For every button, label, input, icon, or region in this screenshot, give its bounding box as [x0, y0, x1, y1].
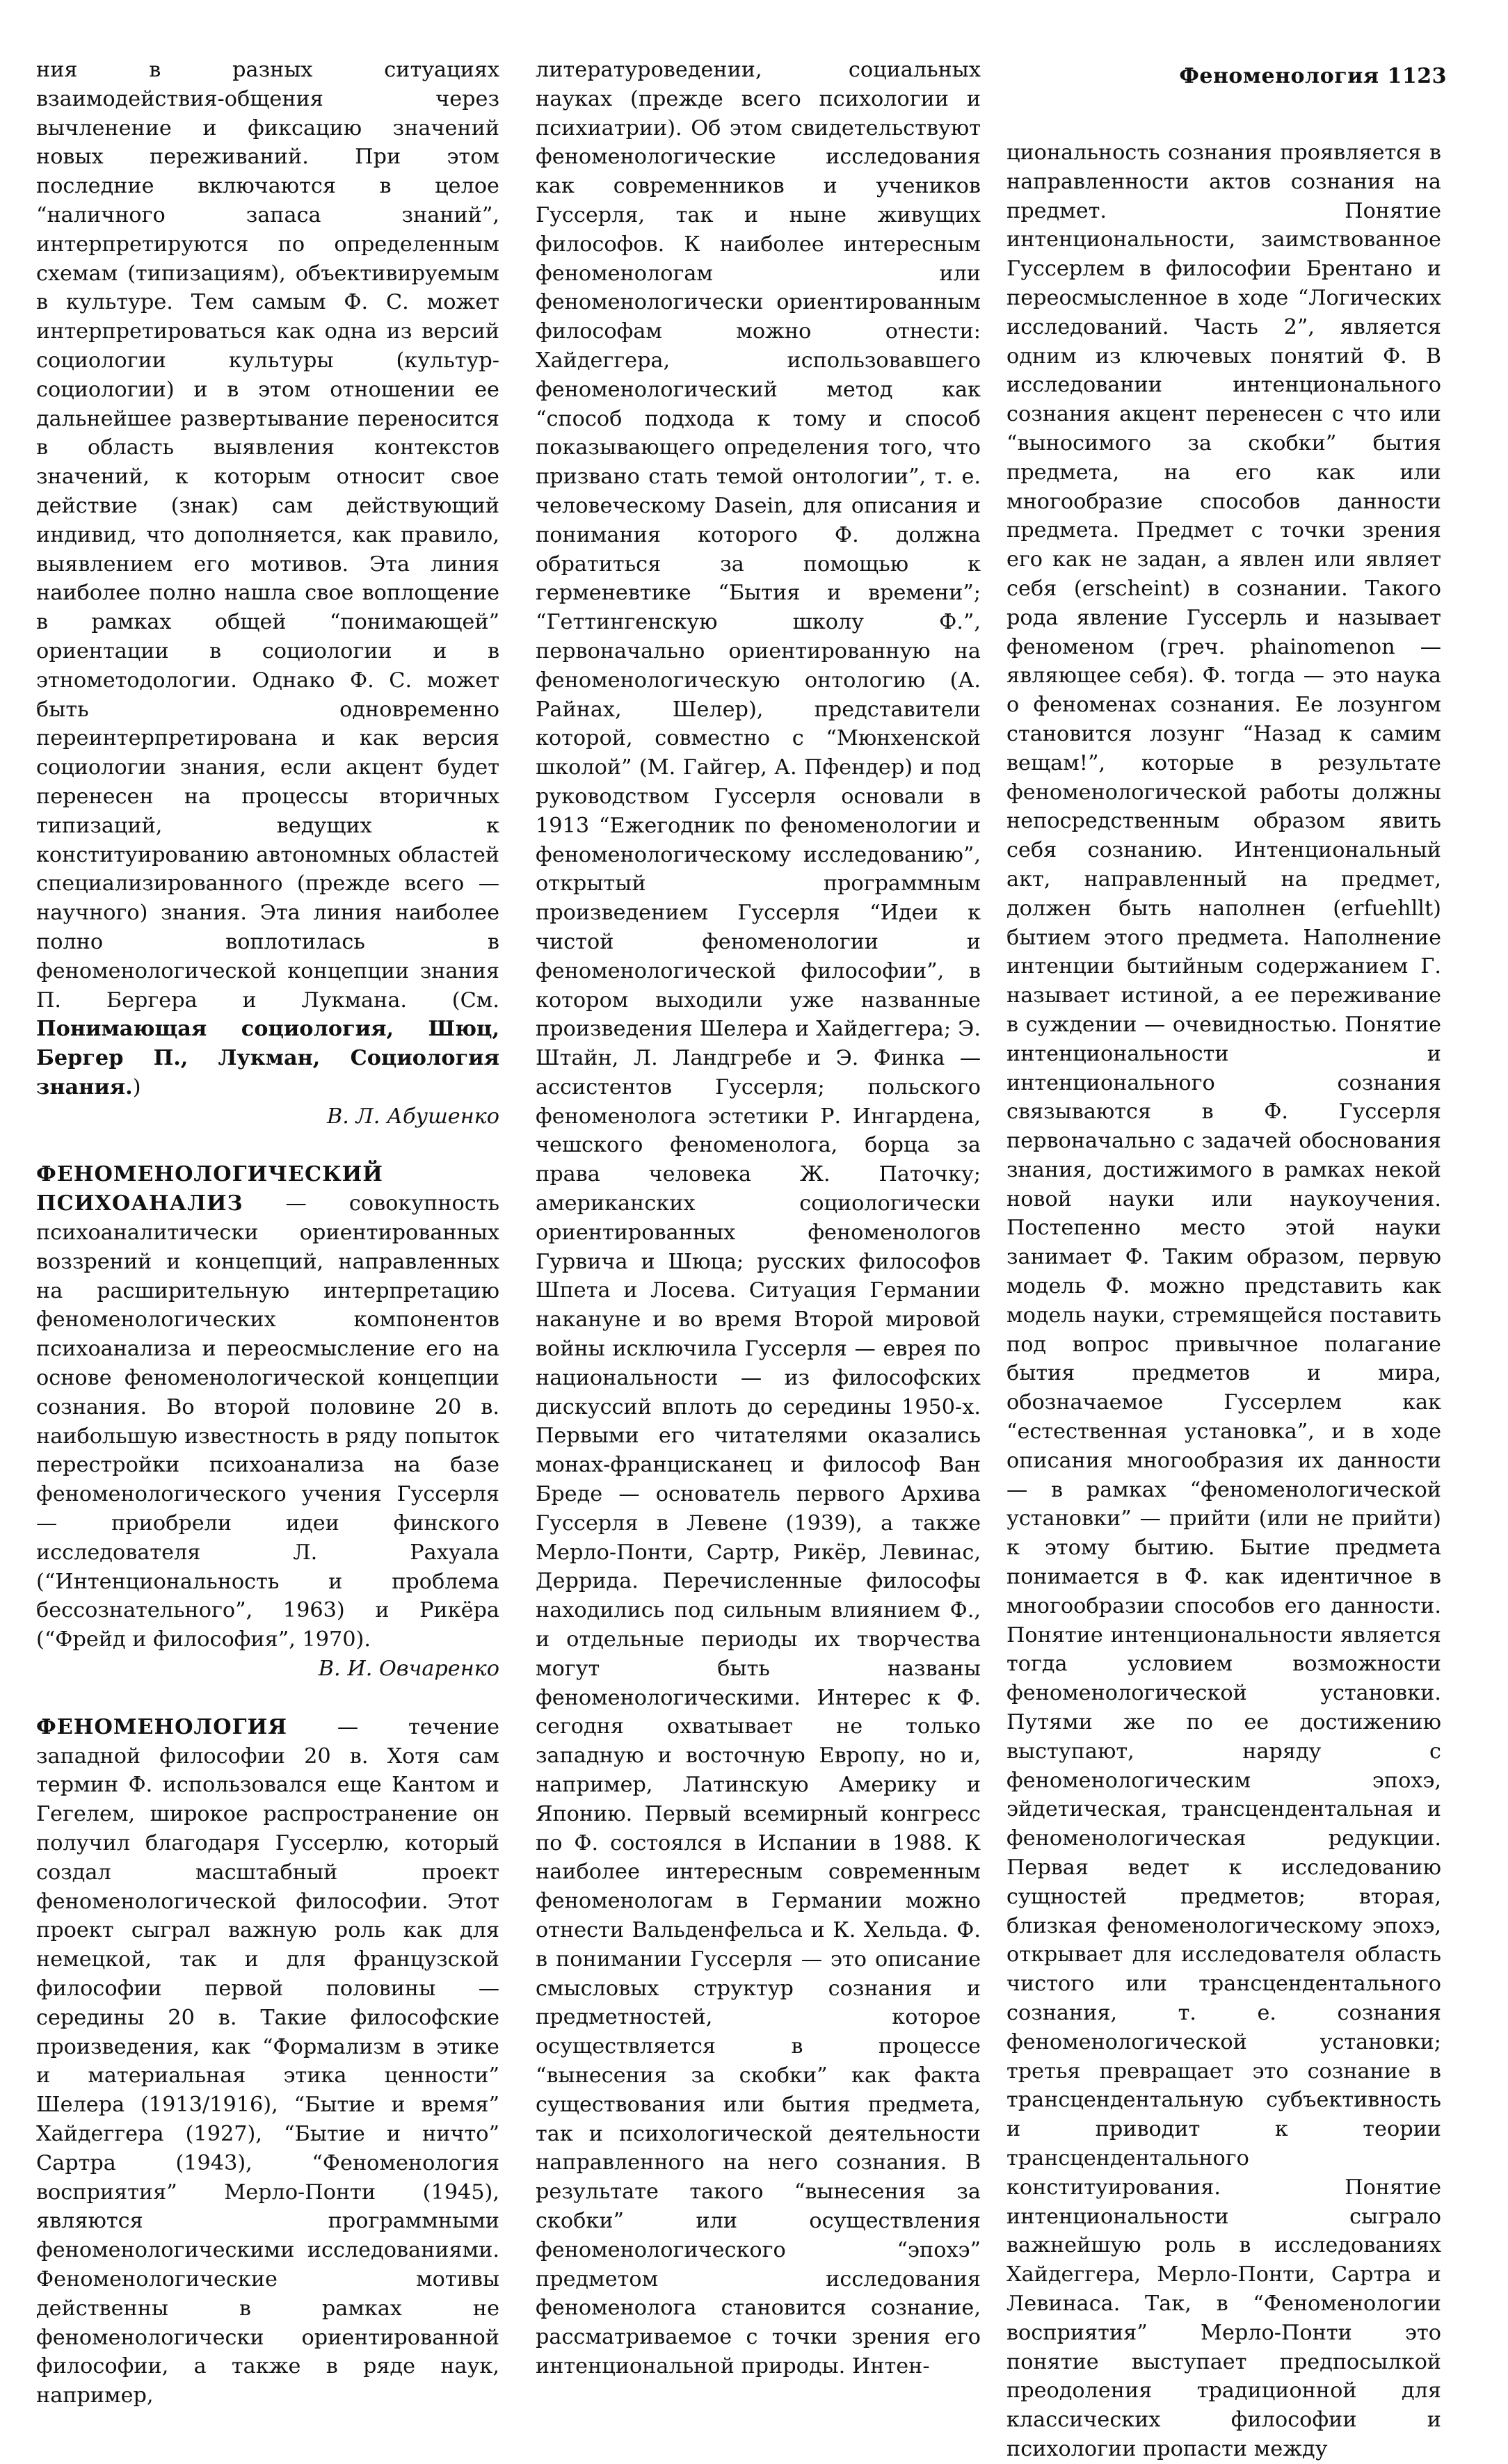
entry-phenomenology: [36, 1713, 499, 2410]
entry-phenomenological-psychoanalysis: [36, 1160, 499, 1654]
running-header: [1016, 64, 1447, 88]
entry-text: литературоведении, социальных науках (прежде всего психологии и психиатрии). Об этом свидетельствуют феноменологические исследования как современников и учеников Гуссерля, так и ныне живущих философов. К наиболее интересным феноменологам или феноменологически ориентированным философам можно отнести: Хайдеггера, использовавшего феноменологический метод как “способ подхода к тому и способ показывающего определения того, что призвано стать темой онтологии”, т. е. человеческому Dasein, для описания и понимания которого Ф. должна обратиться за помощью к герменевтике “Бытия и времени”; “Геттингенскую школу Ф.”, первоначально ориентированную на феноменологическую онтологию (А. Райнах, Шелер), представители которой, совместно с “Мюнхенской школой” (М. Гайгер, А. Пфендер) и под руководством Гуссерля основали в 1913 “Ежегодник по феноменологии и феноменологическому исследованию”, открытый программным произведением Гуссерля “Идеи к чистой феноменологии и феноменологической философии”, в котором выходили уже названные произведения Шелера и Хайдеггера; Э. Штайн, Л. Ландгребе и Э. Финка — ассистентов Гуссерля; польского феноменолога эстетики Р. Ингардена, чешского феноменолога, борца за права человека Ж. Паточку; американских социологически ориентированных феноменологов Гурвича и Шюца; русских философов Шпета и Лосева. Ситуация Германии накануне и во время Второй мировой войны исключила Гуссерля — еврея по национальности — из философских дискуссий вплоть до середины 1950-х. Первыми его читателями оказались монах-францисканец и философ Ван Бреде — основатель первого Архива Гуссерля в Левене (1939), а также Мерло-Понти, Сартр, Рикёр, Левинас, Деррида. Перечисленные философы находились под сильным влиянием Ф., и отдельные периоды их творчества могут быть названы феноменологическими. Интерес к Ф. сегодня охватывает не только западную и восточную Европу, но и, например, Латинскую Америку и Японию. Первый всемирный конгресс по Ф. состоялся в Испании в 1988. К наиболее интересным современным феноменологам в Германии можно отнести Вальденфельса и К. Хельда. Ф. в понимании Гуссерля — это описание смысловых структур сознания и предметностей, которое осуществляется в процессе “вынесения за скобки” как факта существования или бытия предмета, так и психологической деятельности направленного на него сознания. В результате такого “вынесения за скобки” или осуществления феноменологического “эпохэ” предметом исследования феноменолога становится сознание, рассматриваемое с точки зрения его интенциональной природы. Интен-: [536, 58, 981, 2378]
entry-text: — течение западной философии 20 в. Хотя сам термин Ф. использовался еще Кантом и Гегелем, широкое распространение он получил благодаря Гуссерлю, который создал масштабный проект феноменологической философии. Этот проект сыграл важную роль как для немецкой, так и для французской философии первой половины — середины 20 в. Такие философские произведения, как “Формализм в этике и материальная этика ценности” Шелера (1913/1916), “Бытие и время” Хайдеггера (1927), “Бытие и ничто” Сартра (1943), “Феноменология восприятия” Мерло-Понти (1945), являются программными феноменологическими исследованиями. Феноменологические мотивы действенны в рамках не феноменологически ориентированной философии, а также в ряде наук, например,: [36, 1714, 499, 2408]
column-left: [36, 56, 499, 2408]
column-right: [1006, 138, 1441, 2461]
page-number: 1123: [1387, 64, 1447, 88]
paragraph-text: ния в разных ситуациях взаимодействия-общения через вычленение и фиксацию значений новых переживаний. При этом последние включаются в целое “наличного запаса знаний”, интерпретируются по определенным схемам (типизациям), объективируемым в культуре. Тем самым Ф. С. может интерпретироваться как одна из версий социологии культуры (культур-социологии) и в этом отношении ее дальнейшее развертывание переносится в область выявления контекстов значений, к которым относит свое действие (знак) сам действующий индивид, что дополняется, как правило, выявлением его мотивов. Эта линия наиболее полно нашла свое воплощение в рамках общей “понимающей” ориентации в социологии и в этнометодологии. Однако Ф. С. может быть одновременно переинтерпретирована и как версия социологии знания, если акцент будет перенесен на процессы вторичных типизаций, ведущих к конституированию автономных областей специализированного (прежде всего — научного) знания. Эта линия наиболее полно воплотилась в феноменологической концепции знания П. Бергера и Лукмана. (См.: [36, 58, 499, 1013]
paragraph-close: ): [132, 1074, 141, 1100]
cross-references: Понимающая социология, Шюц, Бергер П., Лукман, Социология знания.: [36, 1017, 499, 1100]
author-signature: В. Л. Абушенко: [327, 1104, 499, 1129]
author-signature: В. И. Овчаренко: [318, 1657, 499, 1682]
entry-term: ФЕНОМЕНОЛОГИЯ: [36, 1714, 287, 1739]
column-middle: [536, 56, 981, 2378]
entry-term: ФЕНОМЕНОЛОГИЧЕСКИЙ ПСИХОАНАЛИЗ: [36, 1162, 383, 1216]
entry-continuation: [36, 56, 499, 1102]
running-header-section: Феноменология: [1179, 64, 1379, 88]
entry-text: — совокупность психоаналитически ориентированных воззрений и концепций, направленных на расширительную интерпретацию феноменологических компонентов психоанализа и переосмысление его на основе феноменологической концепции сознания. Во второй половине 20 в. наибольшую известность в ряду попыток перестройки психоанализа на базе феноменологического учения Гуссерля — приобрели идеи финского исследователя Л. Рахуала (“Интенциональность и проблема бессознательного”, 1963) и Рикёра (“Фрейд и философия”, 1970).: [36, 1191, 499, 1652]
entry-text: циональность сознания проявляется в направленности актов сознания на предмет. Понятие интенциональности, заимствованное Гуссерлем в философии Брентано и переосмысленное в ходе “Логических исследований. Часть 2”, является одним из ключевых понятий Ф. В исследовании интенционального сознания акцент перенесен с что или “выносимого за скобки” бытия предмета, на его как или многообразие способов данности предмета. Предмет с точки зрения его как не задан, а явлен или являет себя (erscheint) в сознании. Такого рода явление Гуссерль и называет феноменом (греч. phainomenon — являющее себя). Ф. тогда — это наука о феноменах сознания. Ее лозунгом становится лозунг “Назад к самим вещам!”, которые в результате феноменологической работы должны непосредственным образом явить себя сознанию. Интенциональный акт, направленный на предмет, должен быть наполнен (erfuehllt) бытием этого предмета. Наполнение интенции бытийным содержанием Г. называет истиной, а ее переживание в суждении — очевидностью. Понятие интенциональности и интенционального сознания связываются в Ф. Гуссерля первоначально с задачей обоснования знания, достижимого в рамках некой новой науки или наукоучения. Постепенно место этой науки занимает Ф. Таким образом, первую модель Ф. можно представить как модель науки, стремящейся поставить под вопрос привычное полагание бытия предметов и мира, обозначаемое Гуссерлем как “естественная установка”, и в ходе описания многообразия их данности — в рамках “феноменологической установки” — прийти (или не прийти) к этому бытию. Бытие предмета понимается в Ф. как идентичное в многообразии способов его данности. Понятие интенциональности является тогда условием возможности феноменологической установки. Путями же по ее достижению выступают, наряду с феноменологическим эпохэ, эйдетическая, трансцендентальная и феноменологическая редукции. Первая ведет к исследованию сущностей предметов; вторая, близкая феноменологическому эпохэ, открывает для исследователя область чистого или трансцендентального сознания, т. е. сознания феноменологической установки; третья превращает это сознание в трансцендентальную субъективность и приводит к теории трансцендентального конституирования. Понятие интенциональности сыграло важнейшую роль в исследованиях Хайдеггера, Мерло-Понти, Сартра и Левинаса. Так, в “Феноменологии восприятия” Мерло-Понти это понятие выступает предпосылкой преодоления традиционной для классических философии и психологии пропасти между: [1006, 140, 1441, 2461]
